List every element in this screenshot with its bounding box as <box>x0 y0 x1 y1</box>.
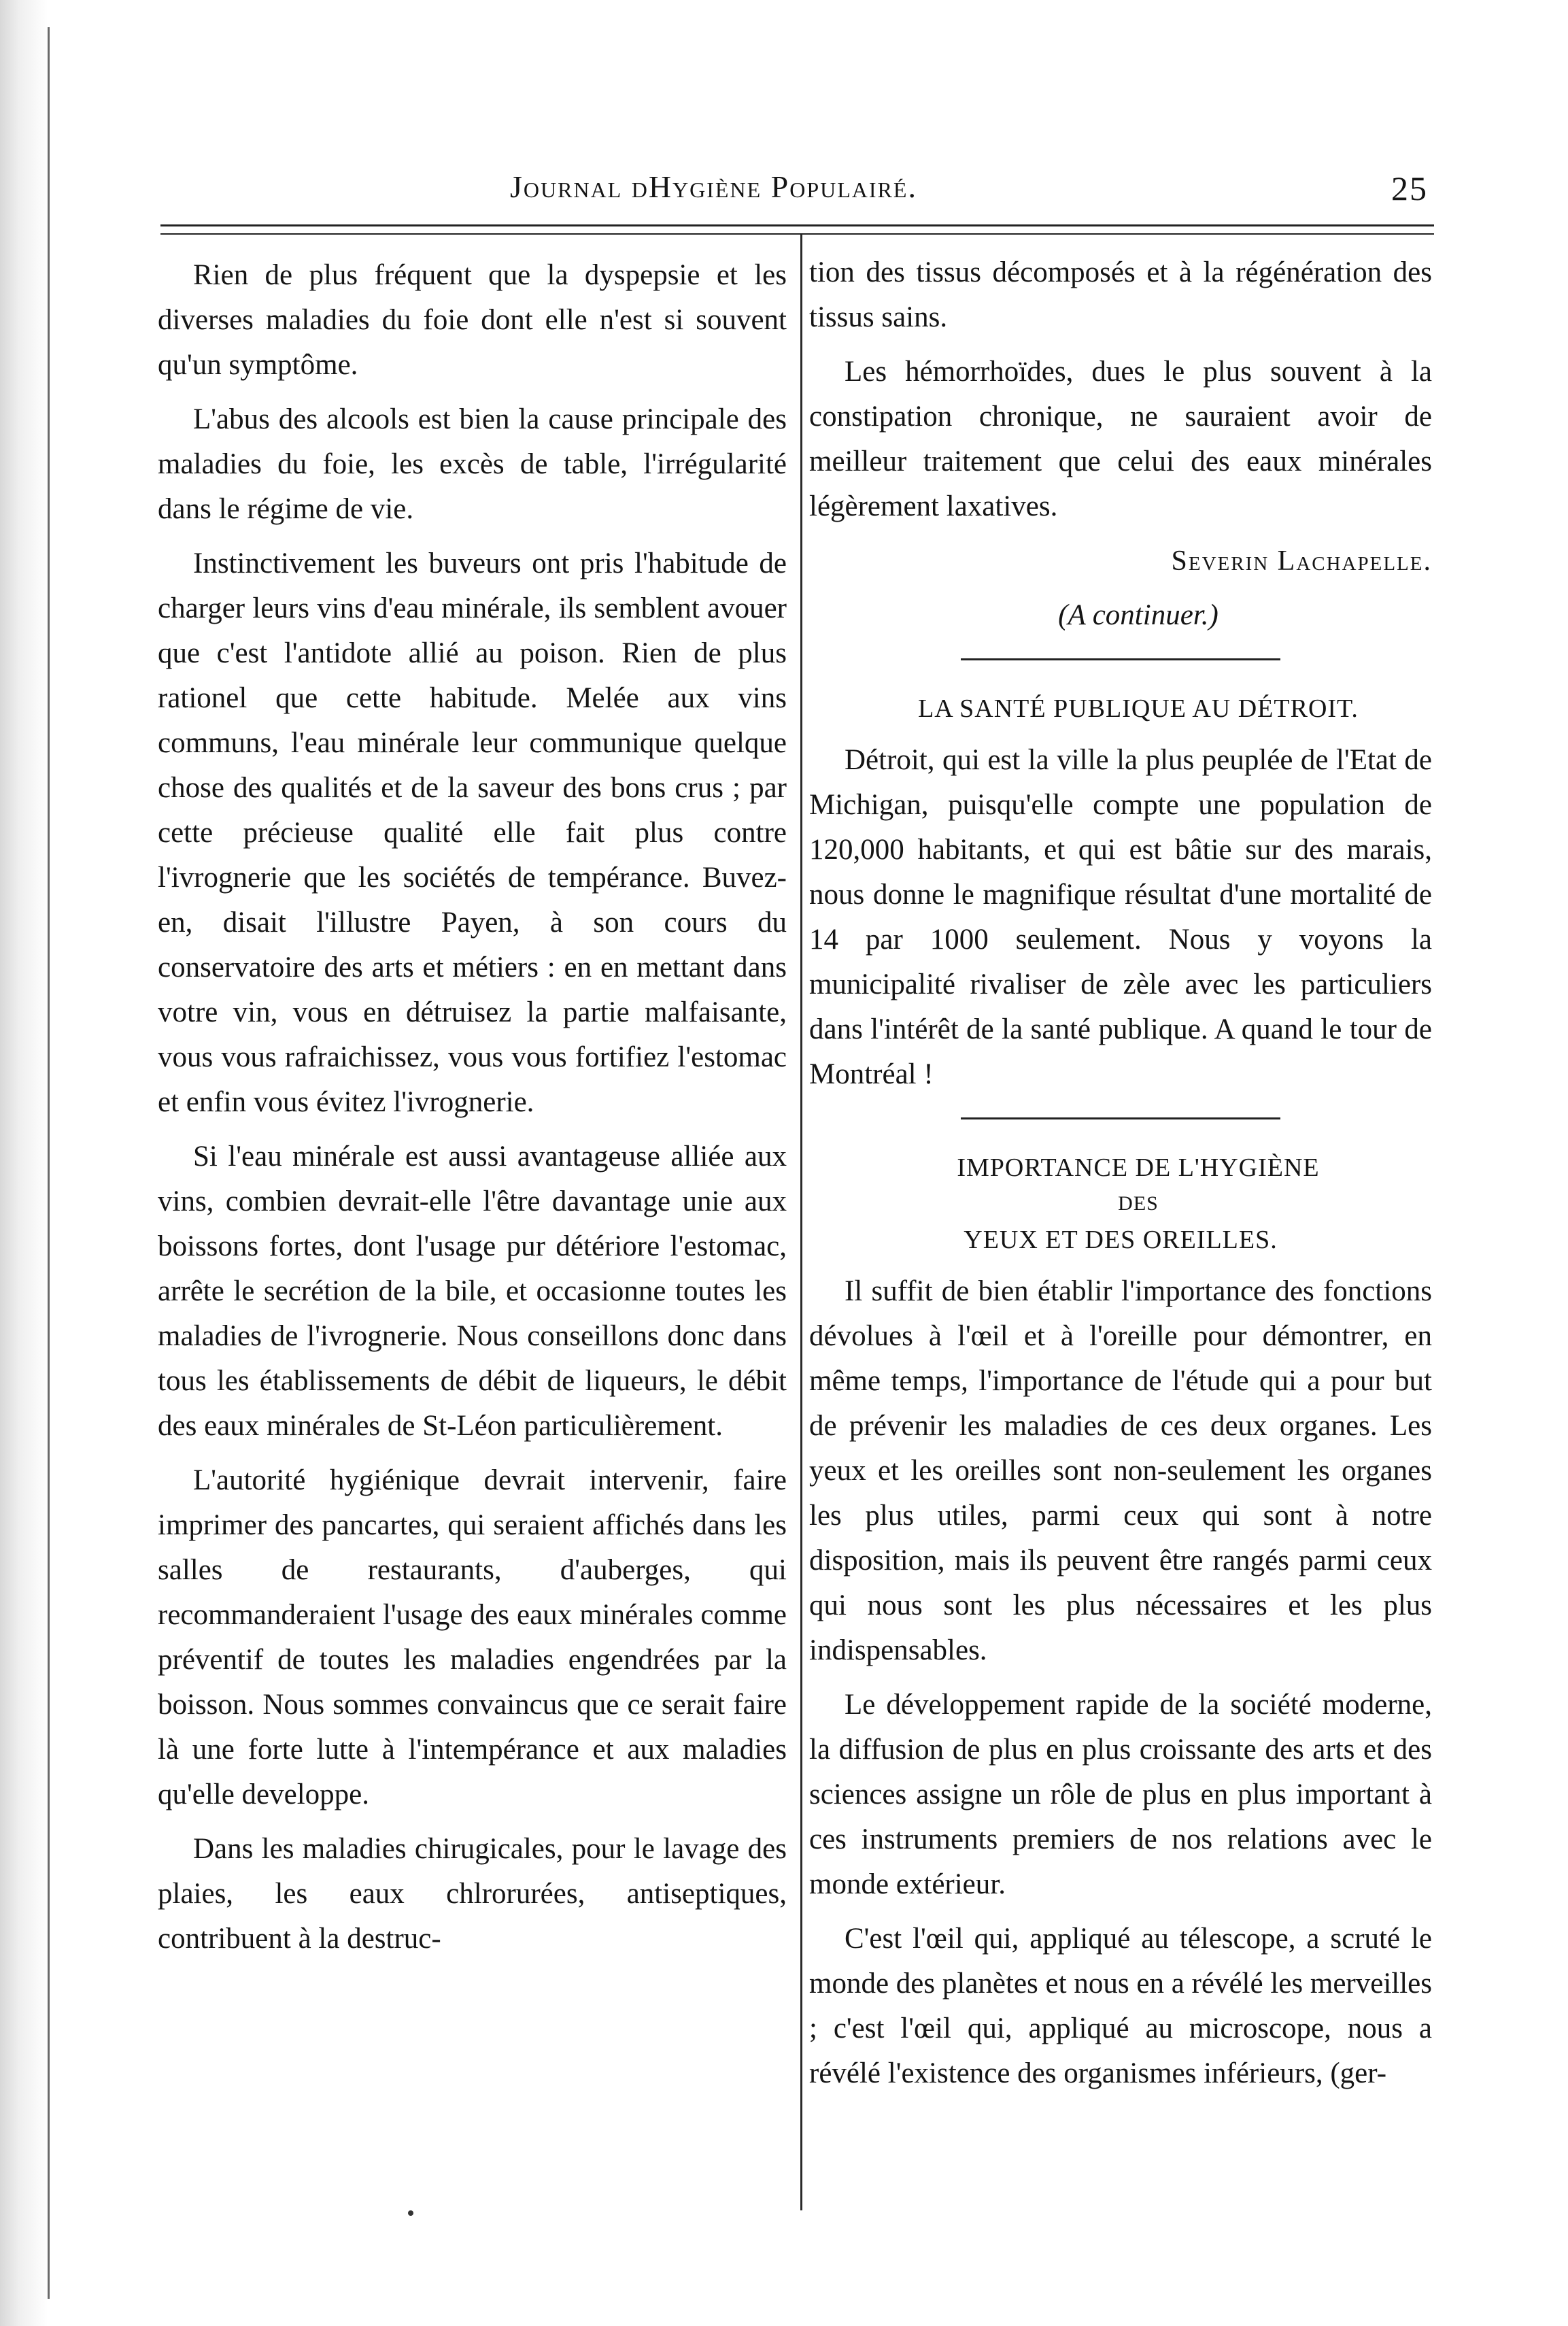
ink-speck <box>408 2210 413 2216</box>
paragraph-developpement: Le développement rapide de la société moderne, la diffusion de plus en plus croissante des arts et des sciences assigne un rôle de plus en plus important à ces instruments premiers de nos relations avec le monde extérieur. <box>809 1689 1432 1900</box>
paragraph-dyspepsie: Rien de plus fréquent que la dyspepsie et les diverses maladies du foie dont elle n'est si souvent qu'un symptôme. <box>158 259 787 381</box>
journal-title: Journal dHygiène Populairé. <box>510 169 917 204</box>
header-double-rule <box>160 224 1434 235</box>
author-signature: Severin Lachapelle. <box>1171 545 1432 577</box>
title-line-1: IMPORTANCE DE L'HYGIÈNE <box>957 1153 1320 1182</box>
page-binding-edge <box>0 0 61 2326</box>
paragraph-hemorrhoides: Les hémorrhoïdes, dues le plus souvent à la constipation chronique, ne sauraient avoir de meilleur traitement que celui des eaux minérales légèrement laxatives. <box>809 356 1432 522</box>
column-divider <box>800 235 802 2210</box>
article-title-hygiene <box>809 1148 1432 1260</box>
paragraph-instinctivement: Instinctivement les buveurs ont pris l'habitude de charger leurs vins d'eau minérale, ils semblent avouer que c'est l'antidote allié au poison. Rien de plus rationel que cette habitude. Melée aux vins communs, l'eau minérale leur communique quelque chose des qualités et de la saveur des bons crus ; par cette précieuse qualité elle fait plus contre l'ivrognerie que les sociétés de tempérance. Buvez-en, disait l'illustre Payen, à son cours du conservatoire des arts et métiers : en en mettant dans votre vin, vous en détruisez la partie malfaisante, vous vous rafraichissez, vous vous fortifiez l'estomac et enfin vous évitez l'ivrognerie. <box>158 547 787 1118</box>
paragraph-maladies-chirugicales: Dans les maladies chirugicales, pour le lavage des plaies, les eaux chlrorurées, antiseptiques, contribuent à la destruc- <box>158 1833 787 1955</box>
to-continue-note: (A continuer.) <box>1058 599 1218 631</box>
paragraph-detroit: Détroit, qui est la ville la plus peuplée de l'Etat de Michigan, puisqu'elle compte une population de 120,000 habitants, et qui est bâtie sur des marais, nous donne le magnifique résultat d'une mortalité de 14 par 1000 seulement. Nous y voyons la municipalité rivaliser de zèle avec les particuliers dans l'intérêt de la santé publique. A quand le tour de Montréal ! <box>809 744 1432 1090</box>
paragraph-oeil: C'est l'œil qui, appliqué au télescope, a scruté le monde des planètes et nous en a révélé les merveilles ; c'est l'œil qui, appliqué au microscope, nous a révélé l'existence des organismes inférieurs, (ger- <box>809 1923 1432 2089</box>
paragraph-abus-alcools: L'abus des alcools est bien la cause principale des maladies du foie, les excès de table, l'irrégularité dans le régime de vie. <box>158 403 787 525</box>
left-column <box>158 253 787 1971</box>
article-title-detroit: LA SANTÉ PUBLIQUE AU DÉTROIT. <box>918 694 1359 723</box>
title-line-2: DES <box>1118 1192 1159 1215</box>
title-line-3: YEUX ET DES OREILLES. <box>964 1226 1278 1254</box>
paragraph-autorite: L'autorité hygiénique devrait intervenir, faire imprimer des pancartes, qui seraient affichés dans les salles de restaurants, d'auberges, qui recommanderaient l'usage des eaux minérales comme préventif de toutes les maladies engendrées par la boisson. Nous sommes convaincus que ce serait faire là une forte lutte à l'intempérance et aux maladies qu'elle developpe. <box>158 1464 787 1810</box>
right-column <box>809 250 1432 2106</box>
section-rule-1 <box>961 658 1280 660</box>
page-number: 25 <box>1391 169 1428 207</box>
paragraph-continuation: tion des tissus décomposés et à la régénération des tissus sains. <box>809 256 1432 333</box>
paragraph-importance: Il suffit de bien établir l'importance des fonctions dévolues à l'œil et à l'oreille pour démontrer, en même temps, l'importance de l'étude qui a pour but de prévenir les maladies de ces deux organes. Les yeux et les oreilles sont non-seulement les organes les plus utiles, parmi ceux qui sont à notre disposition, mais ils peuvent être rangés parmi ceux qui nous sont les plus nécessaires et les plus indispensables. <box>809 1275 1432 1666</box>
paragraph-eau-minerale: Si l'eau minérale est aussi avantageuse alliée aux vins, combien devrait-elle l'être davantage unie aux boissons fortes, dont l'usage pur détériore l'estomac, arrête le secrétion de la bile, et occasionne toutes les maladies de l'ivrognerie. Nous conseillons donc dans tous les établissements de débit de liqueurs, le débit des eaux minérales de St-Léon particulièrement. <box>158 1141 787 1442</box>
running-header <box>476 169 1428 216</box>
binding-line <box>48 27 50 2299</box>
section-rule-2 <box>961 1117 1280 1119</box>
